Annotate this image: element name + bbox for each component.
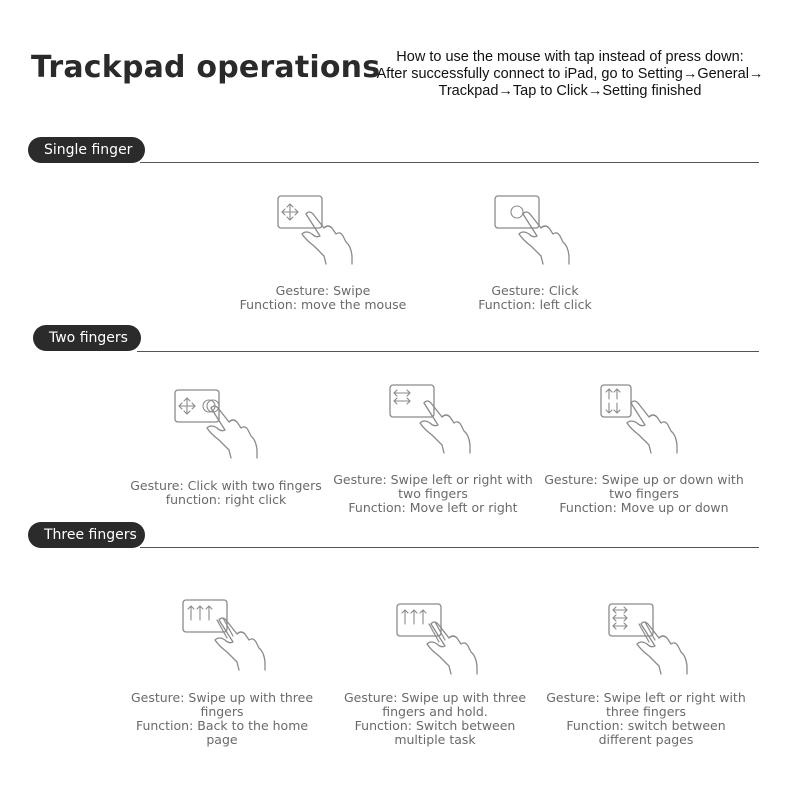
gesture-text: two fingers	[398, 486, 468, 501]
click-icon	[493, 194, 573, 266]
page-title: Trackpad operations	[31, 50, 381, 85]
function-text: function: right click	[165, 492, 287, 507]
gesture-caption	[546, 691, 746, 747]
swipe-up-down-icon	[599, 383, 689, 459]
function-text: Function: left click	[478, 297, 592, 312]
function-text: Function: Back to the home	[135, 718, 309, 733]
function-text: Function: move the mouse	[239, 297, 407, 312]
gesture-caption	[435, 284, 635, 312]
gesture-caption	[122, 691, 322, 747]
function-text: Function: Move up or down	[559, 500, 729, 515]
gesture-text: Gesture: Swipe left or right with	[333, 472, 533, 487]
instruction-line-3: Trackpad→Tap to Click→Setting finished	[438, 83, 702, 99]
gesture-caption	[544, 473, 744, 515]
function-text: different pages	[598, 732, 694, 747]
gesture-caption	[333, 473, 533, 515]
function-text: Function: switch between	[566, 718, 726, 733]
function-text: Function: Switch between	[354, 718, 516, 733]
gesture-caption	[126, 479, 326, 507]
gesture-text: Gesture: Swipe up with three	[343, 690, 527, 705]
gesture-text: Gesture: Swipe up with three	[130, 690, 314, 705]
section-divider	[137, 351, 759, 352]
gesture-text: Gesture: Swipe left or right with	[546, 690, 746, 705]
section-divider	[140, 547, 759, 548]
gesture-caption	[335, 691, 535, 747]
function-text: Function: Move left or right	[348, 500, 518, 515]
gesture-text: three fingers	[605, 704, 687, 719]
section-divider	[140, 162, 759, 163]
gesture-caption	[223, 284, 423, 312]
three-finger-swipe-left-right-icon	[607, 602, 697, 680]
section-label-three-fingers: Three fingers	[28, 522, 145, 548]
gesture-text: two fingers	[609, 486, 679, 501]
gesture-text: Gesture: Swipe up or down with	[544, 472, 744, 487]
gesture-text: fingers	[200, 704, 244, 719]
gesture-text: Gesture: Click with two fingers	[130, 478, 322, 493]
gesture-text: Gesture: Swipe	[275, 283, 371, 298]
swipe-left-right-icon	[388, 383, 478, 459]
swipe-move-icon	[276, 194, 356, 266]
section-label-two-fingers: Two fingers	[33, 325, 141, 351]
section-label-single-finger: Single finger	[28, 137, 145, 163]
three-finger-swipe-up-icon	[181, 598, 271, 676]
function-text: page	[206, 732, 238, 747]
function-text: multiple task	[394, 732, 476, 747]
three-finger-swipe-hold-icon	[395, 602, 485, 680]
tap-to-click-instructions	[350, 49, 790, 100]
gesture-text: Gesture: Click	[491, 283, 579, 298]
instruction-line-2: After successfully connect to iPad, go to Setting→General→	[376, 66, 764, 82]
two-finger-click-icon	[173, 388, 263, 464]
instruction-line-1: How to use the mouse with tap instead of press down:	[396, 49, 744, 65]
gesture-text: fingers and hold.	[382, 704, 488, 719]
